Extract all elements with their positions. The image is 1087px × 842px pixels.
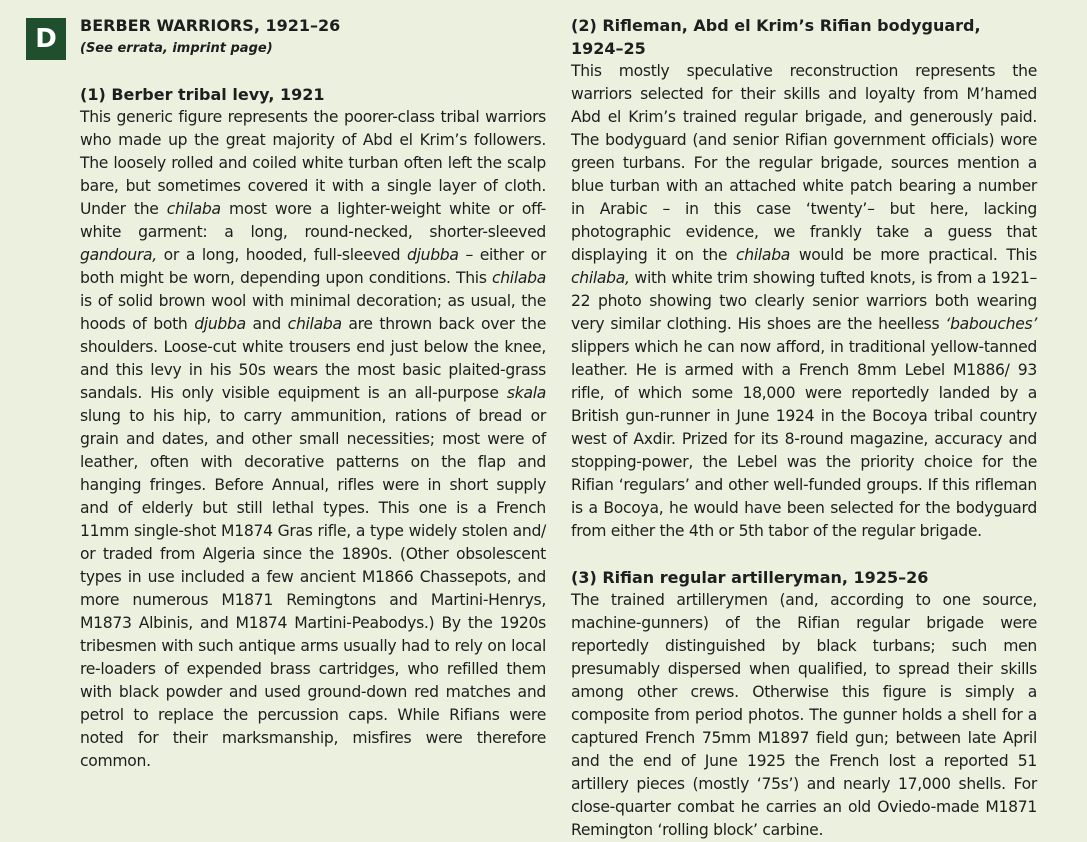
italic-term: djubba	[406, 246, 459, 264]
body-text-run: slippers which he can now afford, in traditional yellow-tanned leather. He is armed with a French 8mm Lebel M1886/ 93 rifle, of which some 18,000 were reportedly landed by a British gun-runner in June 1924 in the Bocoya tribal country west of Axdir. Prized for its 8-round magazine, accuracy and stopping-power, the Lebel was the priority choice for the Rifian ‘regulars’ and other well-funded groups. If this rifleman is a Bocoya, he would have been selected for the bodyguard from either the 4th or 5th tabor of the regular brigade.	[571, 338, 1037, 540]
body-text-run: The trained artillerymen (and, according to one source, machine-gunners) of the Rifian regular brigade were reportedly distinguished by black turbans; such men presumably dispersed when qualified, to spread their skills among other crews. Otherwise this figure is simply a composite from period photos. The gunner holds a shell for a captured French 75mm M1897 field gun; between late April and the end of June 1925 the French lost a reported 51 artillery pieces (mostly ‘75s’) and nearly 17,000 shells. For close-quarter combat he carries an old Oviedo-made M1871 Remington ‘rolling block’ carbine.	[571, 591, 1037, 839]
body-text-run: slung to his hip, to carry ammunition, rations of bread or grain and dates, and other small necessities; most were of leather, often with decorative patterns on the flap and hanging fringes. Before Annual, rifles were in short supply and of elderly but still lethal types. This one is a French 11mm single-shot M1874 Gras rifle, a type widely stolen and/ or traded from Algeria since the 1890s. (Other obsolescent types in use included a few ancient M1866 Chassepots, and more numerous M1871 Remingtons and Martini-Henrys, M1873 Albinis, and M1874 Martini-Peabodys.) By the 1920s tribesmen with such antique arms usually had to rely on local re-loaders of expended brass cartridges, who refilled them with black powder and used ground-down red matches and petrol to replace the percussion caps. While Rifians were noted for their marksmanship, misfires were therefore common.	[80, 407, 546, 770]
section-body-1	[80, 106, 546, 773]
body-text-run: with white trim showing tufted knots, is from a 1921–22 photo showing two clearly senior warriors both wearing very similar clothing. His shoes are the heelless	[571, 269, 1037, 333]
body-text-run: – either or both might be worn, depending upon conditions. This	[80, 246, 546, 287]
section-gap	[571, 543, 1037, 566]
page-title: BERBER WARRIORS, 1921–26	[80, 16, 341, 35]
body-text-run: most wore a lighter-weight white or off-white garment: a long, round-necked, shorter-sleeved	[80, 200, 546, 241]
right-column	[571, 14, 1037, 842]
italic-term: ‘babouches’	[945, 315, 1037, 333]
section-heading-1: (1) Berber tribal levy, 1921	[80, 85, 325, 104]
italic-term: djubba	[194, 315, 246, 333]
section-heading-2: (2) Rifleman, Abd el Krim’s Rifian bodyguard, 1924–25	[571, 16, 981, 58]
left-column	[80, 14, 546, 773]
plate-letter-badge: D	[26, 18, 66, 60]
italic-term: chilaba	[166, 200, 221, 218]
italic-term: skala	[506, 384, 546, 402]
body-text-run: are thrown back over the shoulders. Loose-cut white trousers end just below the knee, and this levy in his 50s wears the most basic plaited-grass sandals. His only visible equipment is an all-purpose	[80, 315, 546, 402]
section-body-2	[571, 60, 1037, 543]
body-text-run: or a long, hooded, full-sleeved	[156, 246, 407, 264]
errata-note: (See errata, imprint page)	[80, 41, 273, 56]
italic-term: chilaba	[491, 269, 546, 287]
body-text-run: This generic figure represents the poorer-class tribal warriors who made up the great majority of Abd el Krim’s followers. The loosely rolled and coiled white turban often left the scalp bare, but sometimes covered it with a single layer of cloth. Under the	[80, 108, 546, 218]
italic-term: chilaba,	[571, 269, 630, 287]
italic-term: chilaba	[736, 246, 791, 264]
body-text-run: is of solid brown wool with minimal decoration; as usual, the hoods of both	[80, 292, 546, 333]
section-body-3	[571, 589, 1037, 842]
section-heading-3: (3) Rifian regular artilleryman, 1925–26	[571, 568, 929, 587]
body-text-run: would be more practical. This	[790, 246, 1037, 264]
body-text-run: and	[245, 315, 288, 333]
italic-term: gandoura,	[80, 246, 157, 264]
body-text-run: This mostly speculative reconstruction represents the warriors selected for their skills and loyalty from M’hamed Abd el Krim’s trained regular brigade, and generously paid. The bodyguard (and senior Rifian government officials) wore green turbans. For the regular brigade, sources mention a blue turban with an attached white patch bearing a number in Arabic – in this case ‘twenty’– but here, lacking photographic evidence, we frankly take a guess that displaying it on the	[571, 62, 1037, 264]
italic-term: chilaba	[287, 315, 342, 333]
